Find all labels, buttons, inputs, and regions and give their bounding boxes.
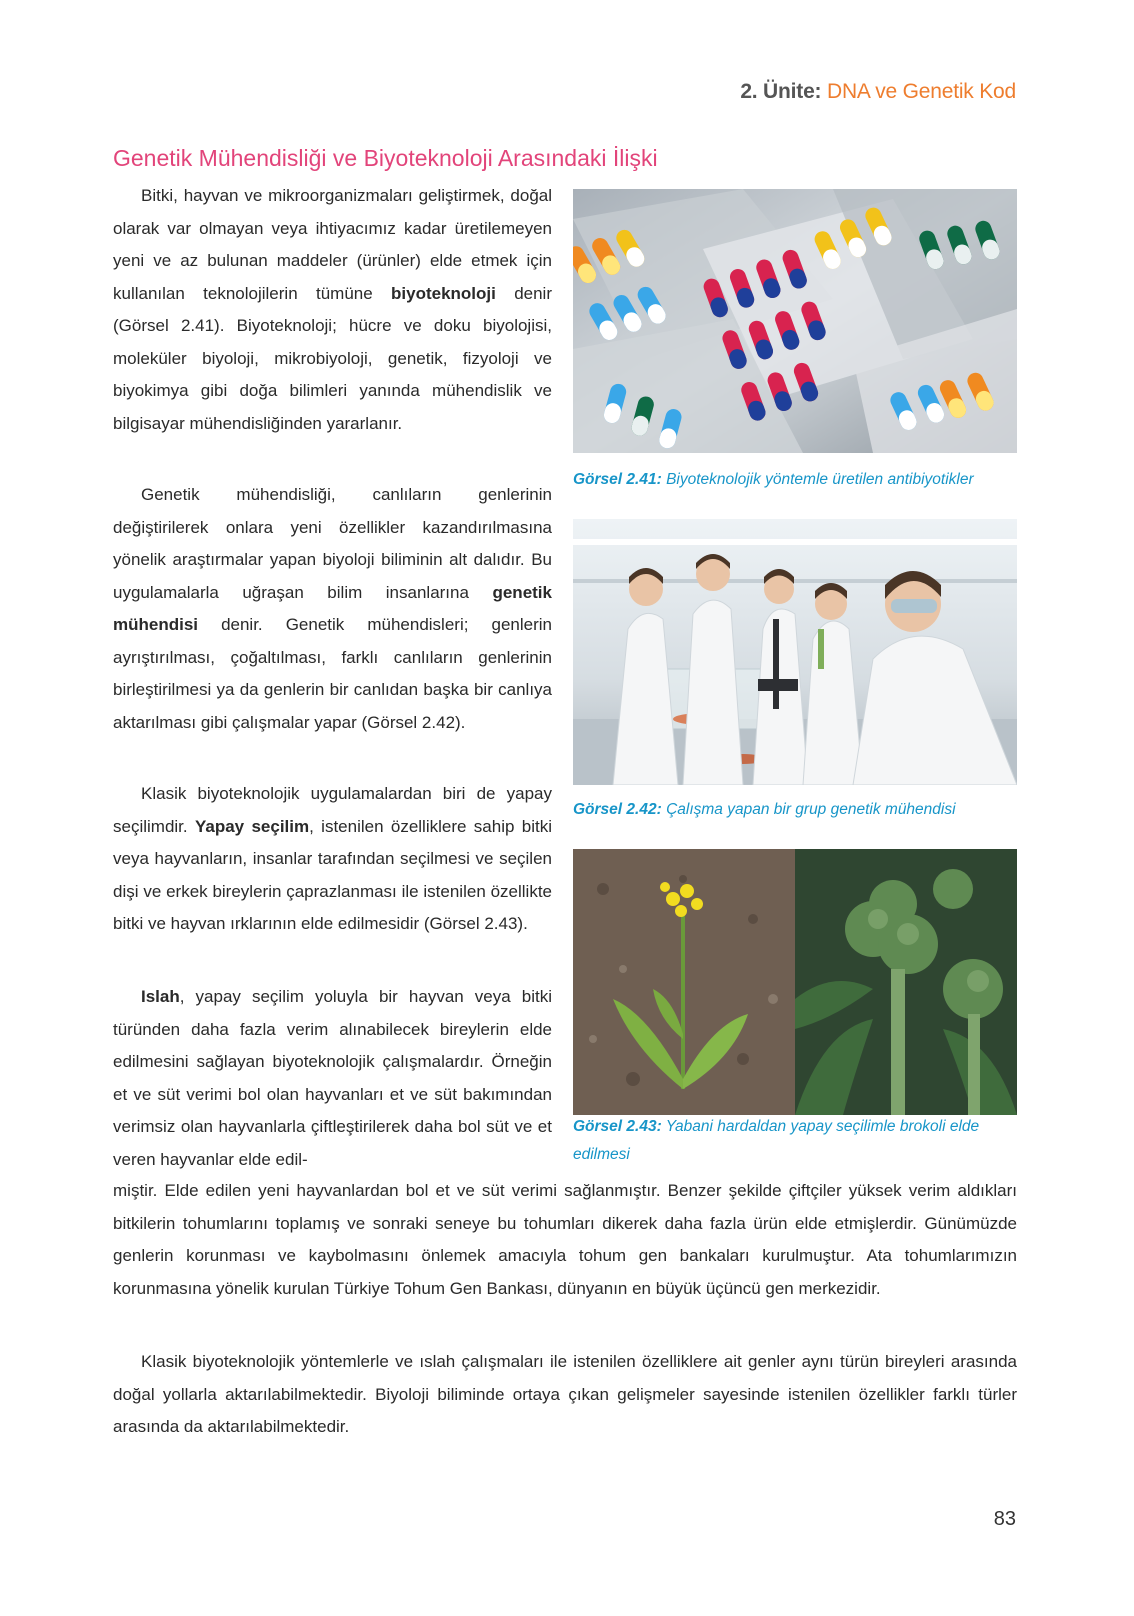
page-number: 83	[993, 1508, 1016, 1530]
paragraph-biotechnology: Bitki, hayvan ve mikroorganizmaları geliştirmek, doğal olarak var olmayan veya ihtiyacımız kadar üretilemeyen yeni ve az bulunan maddeler (ürünler) elde etmek için kullanılan teknolojilerin tümüne biyoteknoloji denir (Görsel 2.41). Biyoteknoloji; hücre ve doku biyolojisi, moleküler biyoloji, mikrobiyoloji, genetik, fizyoloji ve biyokimya gibi doğa bilimleri yanında mühendislik ve bilgisayar mühendisliğinden yararlanır.	[113, 186, 552, 433]
paragraph-breeding: Islah, yapay seçilim yoluyla bir hayvan veya bitki türünden daha fazla verim alınabilecek bireylerin elde edilmesini sağlayan biyoteknolojik çalışmalardır. Örneğin et ve süt verimi bol olan hayvanları et ve süt bakımından verimsiz olan hayvanlarla çiftleştirilerek daha bol süt ve et veren hayvanlar elde edil-	[113, 987, 552, 1169]
caption-figure-2-42: Görsel 2.42: Çalışma yapan bir grup genetik mühendisi	[573, 801, 956, 818]
paragraph-genetic-engineering: Genetik mühendisliği, canlıların genlerinin değiştirilerek onlara yeni özellikler kazandırılmasına yönelik araştırmalar yapan biyoloji biliminin alt dalıdır. Bu uygulamalarla uğraşan bilim insanlarına genetik mühendisi denir. Genetik mühendisleri; genlerin ayrıştırılması, çoğaltılması, farklı canlıların genlerinin birleştirilmesi ya da genlerin bir canlıdan başka bir canlıya aktarılması gibi çalışmalar yapar (Görsel 2.42).	[113, 485, 552, 732]
paragraph-gene-transfer: Klasik biyoteknolojik yöntemlerle ve ıslah çalışmaları ile istenilen özelliklere ait genler aynı türün bireyleri arasında doğal yollarla aktarılabilmektedir. Biyoloji biliminde ortaya çıkan gelişmeler sayesinde istenilen özellikler farklı türler arasında da aktarılabilmektedir.	[113, 1352, 1017, 1436]
paragraph-artificial-selection: Klasik biyoteknolojik uygulamalardan biri de yapay seçilimdir. Yapay seçilim, istenilen özelliklere sahip bitki veya hayvanların, insanlar tarafından seçilmesi ve seçilen dişi ve erkek bireylerin çaprazlanması ile istenilen özellikte bitki ve hayvan ırklarının elde edilmesidir (Görsel 2.43).	[113, 784, 552, 933]
mustard-broccoli-photo	[573, 849, 1017, 1115]
caption-figure-2-41: Görsel 2.41: Biyoteknolojik yöntemle üretilen antibiyotikler	[573, 471, 974, 488]
antibiotics-photo	[573, 189, 1017, 453]
lab-photo	[573, 519, 1017, 785]
section-title: Genetik Mühendisliği ve Biyoteknoloji Arasındaki İlişki	[113, 145, 658, 171]
unit-header	[740, 80, 1016, 104]
caption-figure-2-43: Görsel 2.43: Yabani hardaldan yapay seçilimle brokoli elde edilmesi	[573, 1118, 980, 1163]
chapter-title: DNA ve Genetik Kod	[827, 80, 1016, 103]
unit-label: 2. Ünite:	[740, 80, 822, 103]
paragraph-breeding-continued: miştir. Elde edilen yeni hayvanlardan bol et ve süt verimi sağlanmıştır. Benzer şekilde çiftçiler yüksek verim aldıkları bitkilerin tohumlarını toplamış ve sonraki seneye bu tohumları dikerek daha fazla ürün elde etmişlerdir. Günümüzde genlerin korunması ve kaybolmasını önlemek amacıyla tohum gen bankaları kurulmuştur. Ata tohumlarımızın korunmasına yönelik kurulan Türkiye Tohum Gen Bankası, dünyanın en büyük üçüncü gen merkezidir.	[113, 1181, 1017, 1298]
